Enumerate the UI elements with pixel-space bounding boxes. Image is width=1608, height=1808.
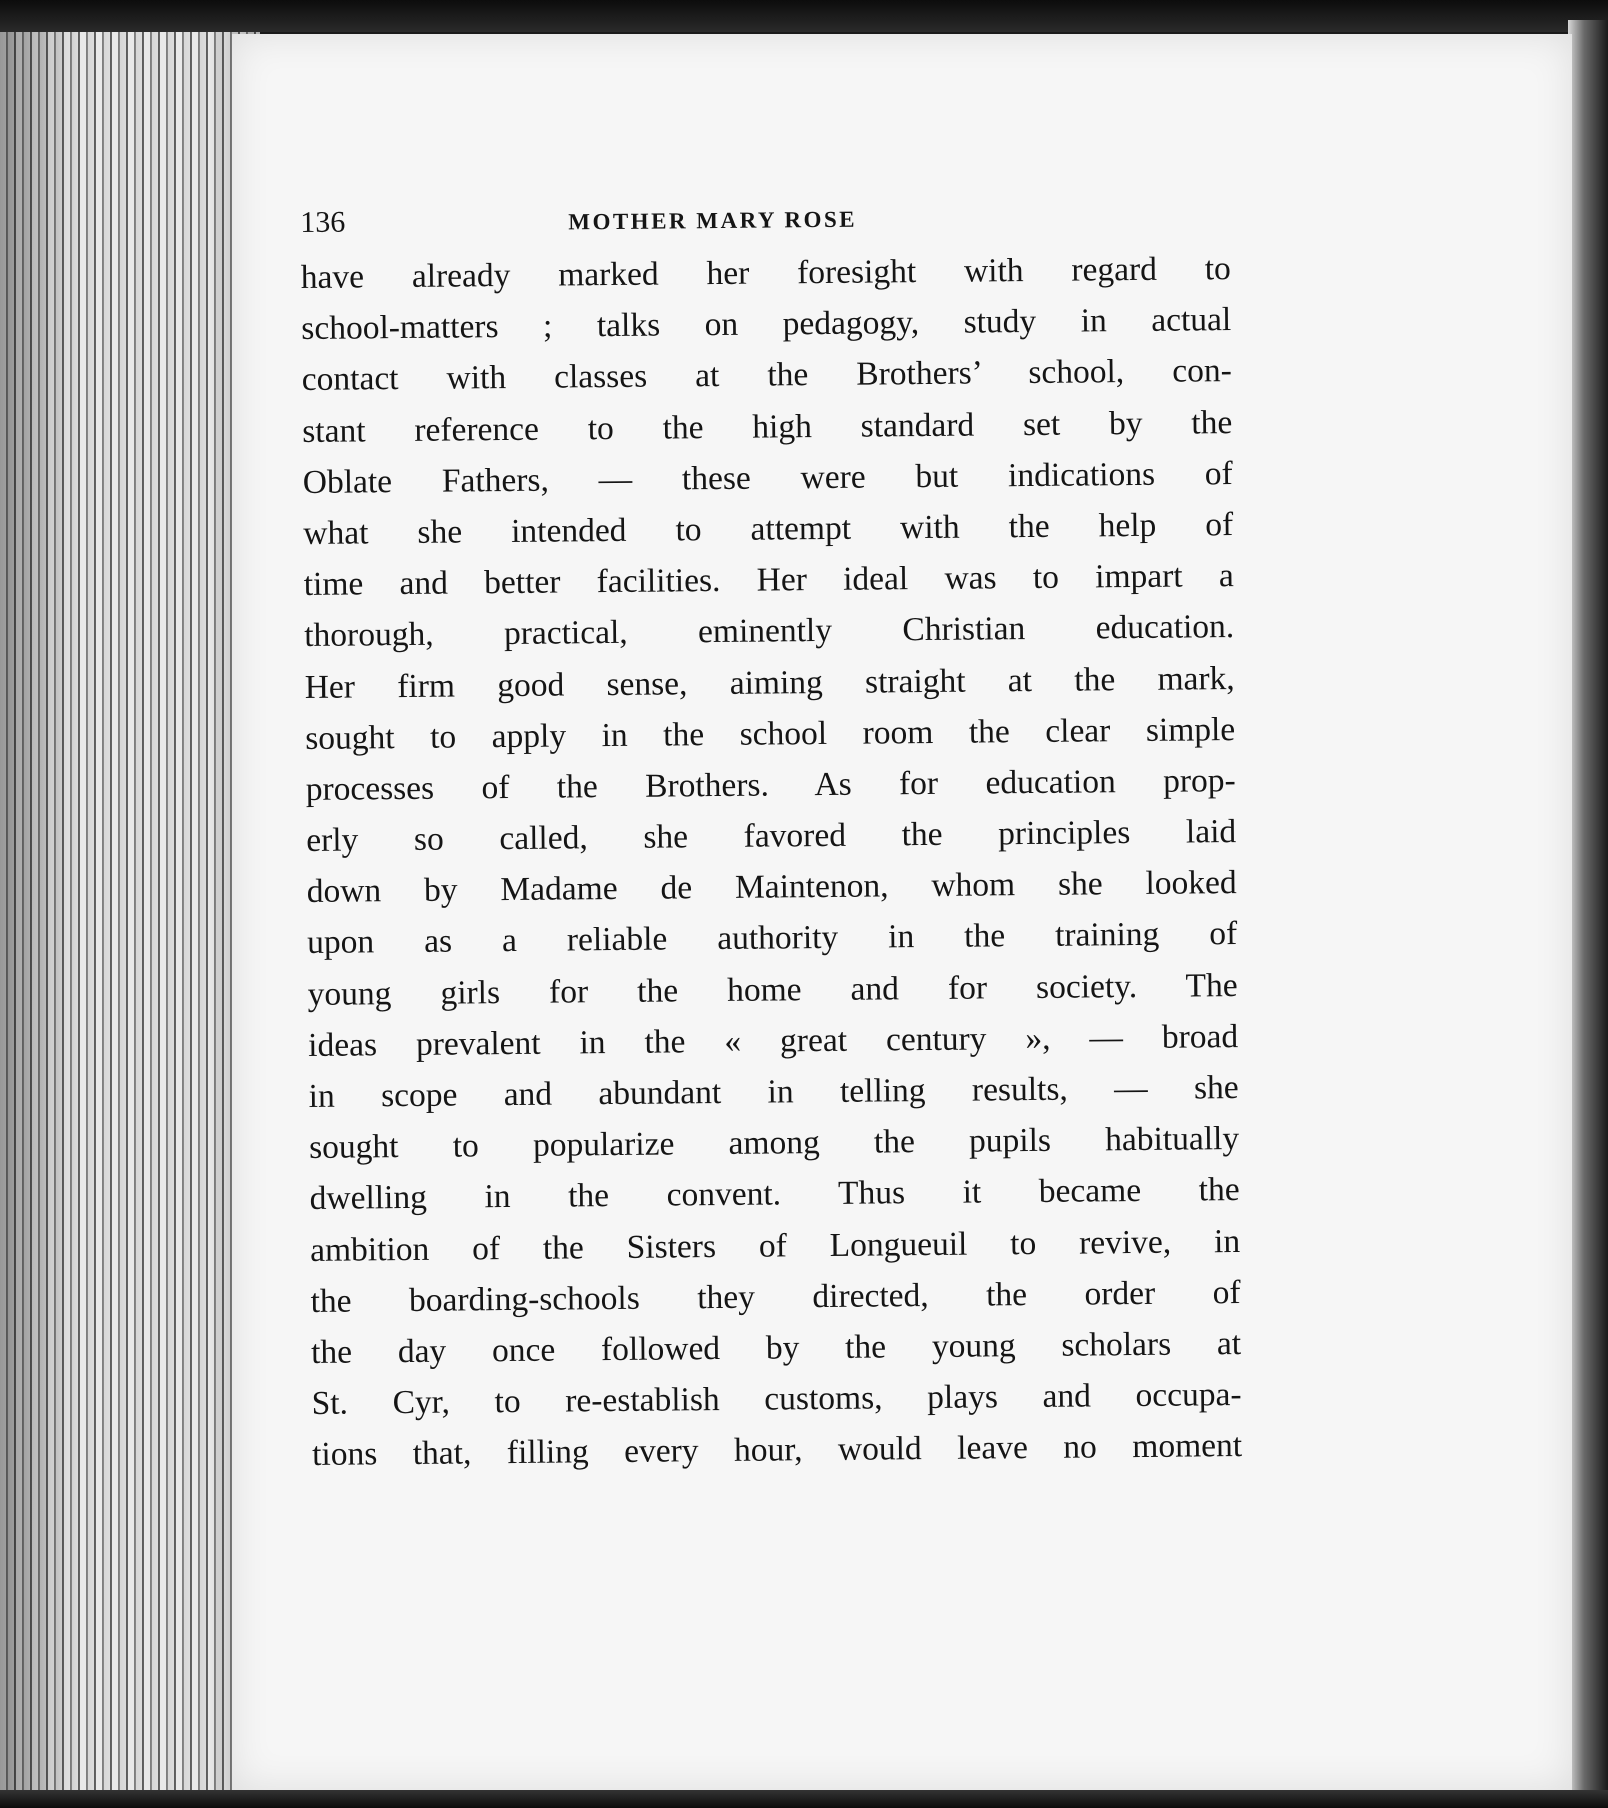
text-line: the day once followed by the young scholars at <box>310 1324 1242 1371</box>
text-line: what she intended to attempt with the help of <box>303 505 1234 552</box>
text-line: stant reference to the high standard set by the <box>302 403 1233 450</box>
right-page-edge <box>1568 20 1608 1808</box>
text-line: processes of the Brothers. As for education prop- <box>305 761 1236 808</box>
body-text <box>301 243 1243 1480</box>
text-block <box>300 183 1242 1480</box>
text-line: upon as a reliable authority in the training of <box>307 915 1238 962</box>
text-line: sought to apply in the school room the clear simple <box>305 710 1236 757</box>
text-line: thorough, practical, eminently Christian education. <box>304 608 1235 655</box>
bottom-shadow <box>0 1790 1608 1808</box>
text-line: Her firm good sense, aiming straight at the mark, <box>304 659 1235 706</box>
text-line: Oblate Fathers, — these were but indications of <box>302 454 1233 501</box>
text-line: the boarding-schools they directed, the order of <box>310 1273 1241 1320</box>
running-head <box>300 183 1231 252</box>
text-line: school-matters ; talks on pedagogy, study in actual <box>301 301 1232 348</box>
text-line: contact with classes at the Brothers’ school, con- <box>301 352 1232 399</box>
text-line: in scope and abundant in telling results, — she <box>308 1069 1239 1115</box>
text-line: ambition of the Sisters of Longueuil to revive, in <box>309 1222 1241 1269</box>
top-shadow <box>0 0 1608 32</box>
text-line: erly so called, she favored the principles laid <box>306 813 1237 860</box>
text-line: tions that, filling every hour, would leave no moment <box>311 1427 1243 1474</box>
text-line: St. Cyr, to re-establish customs, plays and occupa- <box>311 1376 1242 1423</box>
text-line: time and better facilities. Her ideal was to impart a <box>303 557 1234 604</box>
text-line: have already marked her foresight with regard to <box>300 250 1231 296</box>
text-line: sought to popularize among the pupils habitually <box>308 1120 1240 1167</box>
text-line: dwelling in the convent. Thus it became the <box>309 1171 1240 1218</box>
page-number: 136 <box>300 205 346 239</box>
text-line: down by Madame de Maintenon, whom she looked <box>306 864 1237 911</box>
running-title: MOTHER MARY ROSE <box>568 206 858 235</box>
text-line: young girls for the home and for society. The <box>307 966 1238 1013</box>
text-line: ideas prevalent in the « great century », — broad <box>308 1017 1239 1064</box>
stacked-page-edges <box>0 0 260 1808</box>
